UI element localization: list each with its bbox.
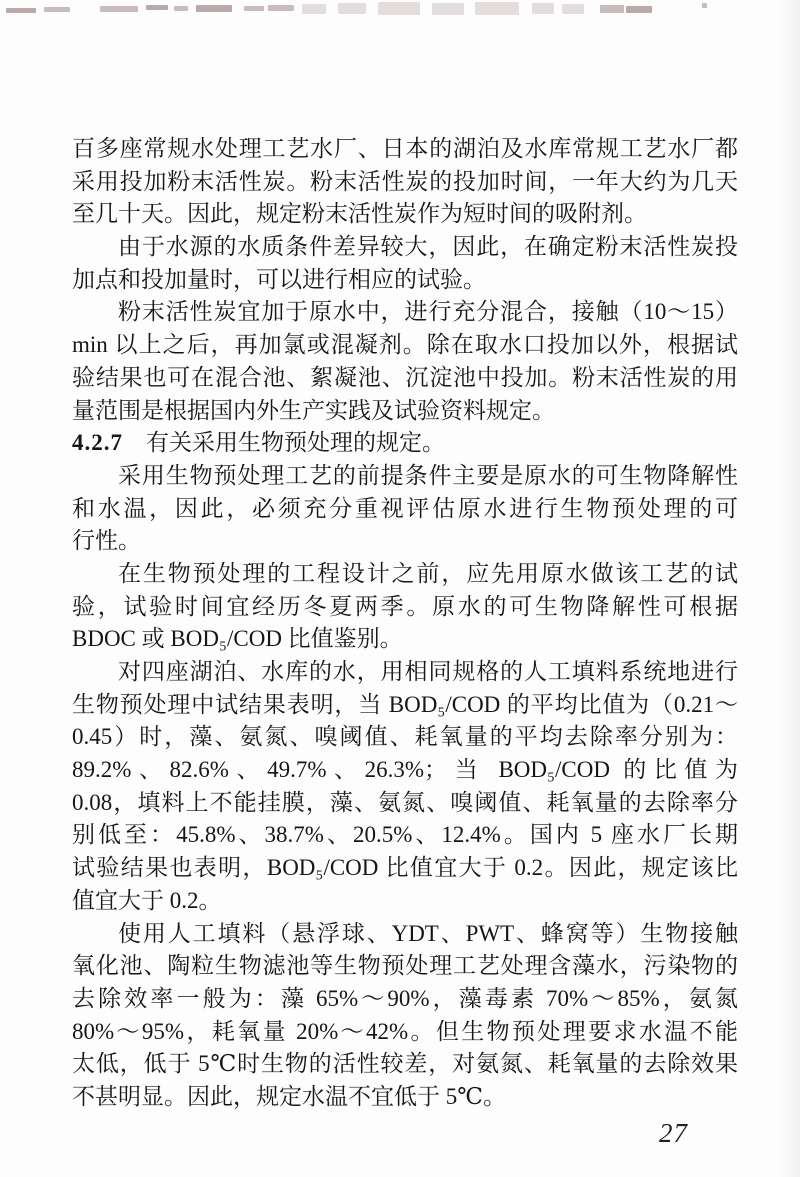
text-line: 使用人工填料（悬浮球、YDT、PWT、蜂窝等）生物接触 xyxy=(118,920,738,946)
text-line: 在生物预处理的工程设计之前，应先用原水做该工艺的试 xyxy=(118,560,738,586)
text-line: 4.2.7 有关采用生物预处理的规定。 xyxy=(72,430,445,456)
text-line: 量范围是根据国内外生产实践及试验资料规定。 xyxy=(72,397,555,423)
text-line: 生物预处理中试结果表明，当 BOD₅/COD 的平均比值为（0.21～ xyxy=(72,691,738,717)
text-line: 粉末活性炭宜加于原水中，进行充分混合，接触（10～15） xyxy=(118,299,738,325)
text-line: 太低，低于 5℃时生物的活性较差，对氨氮、耗氧量的去除效果 xyxy=(72,1051,738,1077)
text-line: 氧化池、陶粒生物滤池等生物预处理工艺处理含藻水，污染物的 xyxy=(72,953,738,979)
clause-number: 4.2.7 xyxy=(72,430,123,456)
text-line: 去除效率一般为：藻 65%～90%，藻毒素 70%～85%，氨氮 xyxy=(72,985,738,1011)
text-line: 89.2%、82.6%、49.7%、26.3%；当 BOD₅/COD 的比值为 xyxy=(72,757,738,783)
text-line: 加点和投加量时，可以进行相应的试验。 xyxy=(72,266,486,292)
text-line: 和水温，因此，必须充分重视评估原水进行生物预处理的可 xyxy=(72,495,738,521)
page-number: 27 xyxy=(659,1118,688,1148)
text-line: 试验结果也表明，BOD₅/COD 比值宜大于 0.2。因此，规定该比 xyxy=(72,855,738,881)
text-line: 行性。 xyxy=(72,528,141,554)
text-line: 验结果也可在混合池、絮凝池、沉淀池中投加。粉末活性炭的用 xyxy=(72,364,738,390)
body-text xyxy=(72,133,738,1114)
text-line: 采用生物预处理工艺的前提条件主要是原水的可生物降解性 xyxy=(118,462,738,488)
text-line: 值宜大于 0.2。 xyxy=(72,887,222,913)
text-line: 百多座常规水处理工艺水厂、日本的湖泊及水库常规工艺水厂都 xyxy=(72,136,738,161)
text-line: 至几十天。因此，规定粉末活性炭作为短时间的吸附剂。 xyxy=(72,201,647,227)
text-line: 0.45）时，藻、氨氮、嗅阈值、耗氧量的平均去除率分别为： xyxy=(72,724,738,750)
text-line: 对四座湖泊、水库的水，用相同规格的人工填料系统地进行 xyxy=(118,659,738,684)
text-line: min 以上之后，再加氯或混凝剂。除在取水口投加以外，根据试 xyxy=(72,332,738,358)
text-line: 80%～95%，耗氧量 20%～42%。但生物预处理要求水温不能 xyxy=(72,1018,738,1044)
text-line: 由于水源的水质条件差异较大，因此，在确定粉末活性炭投 xyxy=(118,234,738,260)
text-line: 验，试验时间宜经历冬夏两季。原水的可生物降解性可根据 xyxy=(72,593,738,619)
text-line: 别低至：45.8%、38.7%、20.5%、12.4%。国内 5 座水厂长期 xyxy=(72,822,738,848)
text-line: 采用投加粉末活性炭。粉末活性炭的投加时间，一年大约为几天 xyxy=(72,168,738,194)
scan-artifact-marks xyxy=(0,0,800,20)
text-line: BDOC 或 BOD₅/COD 比值鉴别。 xyxy=(72,626,403,652)
text-line: 不甚明显。因此，规定水温不宜低于 5℃。 xyxy=(72,1083,506,1109)
text-line: 0.08，填料上不能挂膜，藻、氨氮、嗅阈值、耗氧量的去除率分 xyxy=(72,789,738,815)
